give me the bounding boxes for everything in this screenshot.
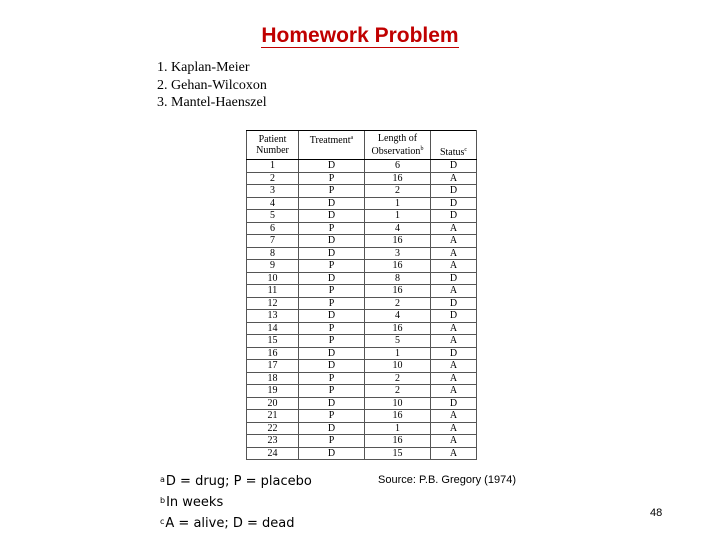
cell-treatment: D (299, 347, 365, 360)
table-row (247, 297, 477, 310)
cell-status: A (431, 285, 477, 298)
cell-status: A (431, 360, 477, 373)
method-item: 1. Kaplan-Meier (157, 60, 250, 75)
cell-status: A (431, 322, 477, 335)
cell-treatment: P (299, 285, 365, 298)
cell-patient-number: 5 (247, 210, 299, 223)
slide-title-text: Homework Problem (261, 24, 459, 47)
cell-length: 1 (365, 197, 431, 210)
cell-patient-number: 16 (247, 347, 299, 360)
cell-status: D (431, 397, 477, 410)
table-row (247, 235, 477, 248)
cell-treatment: P (299, 185, 365, 198)
table-row (247, 435, 477, 448)
table-row (247, 347, 477, 360)
slide-title (0, 24, 720, 48)
header-status: Status$^c$ (431, 131, 477, 160)
footnote-c: $^c$A = alive; D = dead (160, 516, 295, 531)
header-treatment: Treatment$^a$ (299, 131, 365, 160)
cell-patient-number: 21 (247, 410, 299, 423)
cell-patient-number: 23 (247, 435, 299, 448)
cell-length: 16 (365, 322, 431, 335)
cell-patient-number: 20 (247, 397, 299, 410)
table-row (247, 322, 477, 335)
table-row (247, 410, 477, 423)
cell-treatment: P (299, 260, 365, 273)
table-row (247, 247, 477, 260)
cell-length: 16 (365, 235, 431, 248)
cell-length: 1 (365, 422, 431, 435)
cell-length: 16 (365, 285, 431, 298)
cell-treatment: P (299, 322, 365, 335)
survival-data-table (246, 130, 477, 460)
cell-status: D (431, 160, 477, 173)
cell-treatment: P (299, 372, 365, 385)
cell-length: 2 (365, 185, 431, 198)
cell-treatment: D (299, 247, 365, 260)
page-number: 48 (650, 507, 663, 519)
cell-length: 2 (365, 385, 431, 398)
cell-treatment: D (299, 360, 365, 373)
cell-patient-number: 6 (247, 222, 299, 235)
table-row (247, 210, 477, 223)
method-item: 2. Gehan-Wilcoxon (157, 77, 267, 93)
cell-treatment: D (299, 272, 365, 285)
cell-length: 3 (365, 247, 431, 260)
cell-status: A (431, 172, 477, 185)
cell-patient-number: 3 (247, 185, 299, 198)
header-length-of-observation: Length of Observation$^b$ (365, 131, 431, 160)
cell-patient-number: 4 (247, 197, 299, 210)
table-body (247, 160, 477, 460)
cell-patient-number: 12 (247, 297, 299, 310)
cell-treatment: P (299, 172, 365, 185)
table-row (247, 260, 477, 273)
cell-status: A (431, 422, 477, 435)
header-patient-number: Patient Number (247, 131, 299, 160)
cell-patient-number: 22 (247, 422, 299, 435)
cell-patient-number: 8 (247, 247, 299, 260)
cell-treatment: D (299, 160, 365, 173)
cell-length: 4 (365, 310, 431, 323)
cell-length: 16 (365, 435, 431, 448)
table-row (247, 160, 477, 173)
cell-length: 10 (365, 360, 431, 373)
cell-length: 16 (365, 260, 431, 273)
table-row (247, 310, 477, 323)
table-row (247, 397, 477, 410)
cell-patient-number: 19 (247, 385, 299, 398)
cell-length: 1 (365, 347, 431, 360)
table-row (247, 447, 477, 460)
cell-length: 2 (365, 297, 431, 310)
method-item: 3. Mantel-Haenszel (157, 95, 267, 110)
cell-status: A (431, 372, 477, 385)
cell-patient-number: 10 (247, 272, 299, 285)
cell-treatment: P (299, 335, 365, 348)
table-header-row (247, 131, 477, 160)
cell-length: 16 (365, 410, 431, 423)
cell-patient-number: 15 (247, 335, 299, 348)
cell-treatment: D (299, 447, 365, 460)
cell-status: D (431, 347, 477, 360)
cell-length: 10 (365, 397, 431, 410)
cell-length: 2 (365, 372, 431, 385)
cell-status: A (431, 410, 477, 423)
cell-patient-number: 14 (247, 322, 299, 335)
cell-status: D (431, 197, 477, 210)
cell-treatment: P (299, 297, 365, 310)
table-row (247, 385, 477, 398)
table-row (247, 172, 477, 185)
cell-status: A (431, 235, 477, 248)
cell-patient-number: 17 (247, 360, 299, 373)
cell-status: D (431, 272, 477, 285)
cell-status: A (431, 435, 477, 448)
cell-patient-number: 9 (247, 260, 299, 273)
cell-treatment: D (299, 397, 365, 410)
cell-status: A (431, 385, 477, 398)
footnotes (160, 470, 312, 533)
cell-treatment: P (299, 435, 365, 448)
cell-length: 8 (365, 272, 431, 285)
cell-length: 16 (365, 172, 431, 185)
table-row (247, 185, 477, 198)
cell-treatment: D (299, 310, 365, 323)
cell-length: 5 (365, 335, 431, 348)
cell-status: A (431, 260, 477, 273)
cell-patient-number: 13 (247, 310, 299, 323)
cell-status: D (431, 185, 477, 198)
cell-patient-number: 2 (247, 172, 299, 185)
cell-treatment: D (299, 210, 365, 223)
table-row (247, 272, 477, 285)
cell-treatment: P (299, 222, 365, 235)
footnote-b: $^b$In weeks (160, 495, 224, 510)
cell-status: D (431, 210, 477, 223)
table-row (247, 372, 477, 385)
cell-length: 6 (365, 160, 431, 173)
table-row (247, 197, 477, 210)
cell-length: 15 (365, 447, 431, 460)
cell-patient-number: 11 (247, 285, 299, 298)
footnote-a: $^a$D = drug; P = placebo (160, 474, 312, 489)
cell-treatment: D (299, 235, 365, 248)
cell-status: A (431, 447, 477, 460)
cell-patient-number: 7 (247, 235, 299, 248)
cell-status: D (431, 310, 477, 323)
cell-status: A (431, 335, 477, 348)
cell-treatment: P (299, 410, 365, 423)
cell-treatment: P (299, 385, 365, 398)
cell-treatment: D (299, 197, 365, 210)
cell-status: A (431, 247, 477, 260)
method-list (157, 59, 267, 112)
table-row (247, 335, 477, 348)
survival-data-table-wrap (246, 130, 476, 465)
cell-patient-number: 1 (247, 160, 299, 173)
cell-length: 1 (365, 210, 431, 223)
table-row (247, 285, 477, 298)
cell-patient-number: 18 (247, 372, 299, 385)
table-row (247, 422, 477, 435)
cell-status: A (431, 222, 477, 235)
cell-patient-number: 24 (247, 447, 299, 460)
table-row (247, 222, 477, 235)
cell-status: D (431, 297, 477, 310)
cell-treatment: D (299, 422, 365, 435)
cell-length: 4 (365, 222, 431, 235)
table-row (247, 360, 477, 373)
source-citation: Source: P.B. Gregory (1974) (378, 474, 516, 486)
